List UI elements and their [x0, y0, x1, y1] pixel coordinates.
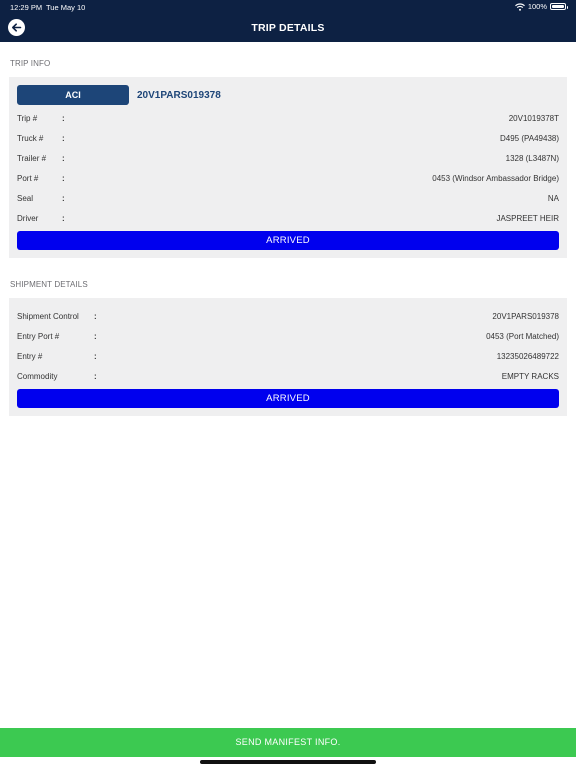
- row-value: D495 (PA49438): [500, 134, 559, 143]
- row-label: Port #: [17, 174, 39, 183]
- row-label: Shipment Control: [17, 312, 79, 321]
- row-label: Driver: [17, 214, 39, 223]
- status-right: [515, 2, 566, 11]
- row-colon: :: [94, 312, 97, 321]
- trip-code: 20V1PARS019378: [137, 89, 221, 101]
- home-indicator[interactable]: [200, 760, 376, 764]
- row-label: Trailer #: [17, 154, 47, 163]
- seal-row: [17, 188, 559, 208]
- row-colon: :: [62, 194, 65, 203]
- aci-badge[interactable]: ACI: [17, 85, 129, 105]
- status-time: 12:29 PM: [10, 3, 43, 12]
- shipment-arrived-button[interactable]: ARRIVED: [17, 389, 559, 408]
- trip-info-header: [17, 85, 221, 105]
- row-colon: :: [62, 134, 65, 143]
- trip-row: [17, 108, 559, 128]
- status-date: Tue May 10: [46, 3, 86, 12]
- row-value: 20V1019378T: [508, 114, 559, 123]
- wifi-icon: [515, 3, 525, 11]
- row-label: Entry #: [17, 352, 43, 361]
- driver-row: [17, 208, 559, 228]
- row-value: 0453 (Port Matched): [486, 332, 559, 341]
- row-label: Entry Port #: [17, 332, 60, 341]
- trip-info-section-label: TRIP INFO: [10, 59, 51, 68]
- row-label: Seal: [17, 194, 34, 203]
- top-navigation-bar: [0, 0, 576, 42]
- row-value: JASPREET HEIR: [496, 214, 559, 223]
- port-row: [17, 168, 559, 188]
- trip-info-card: [9, 77, 567, 258]
- battery-icon: [550, 3, 566, 10]
- page-title: TRIP DETAILS: [251, 22, 325, 34]
- shipment-details-card: [9, 298, 567, 416]
- row-colon: :: [62, 214, 65, 223]
- shipment-control-row: [17, 306, 559, 326]
- truck-row: [17, 128, 559, 148]
- battery-percent: 100%: [527, 2, 547, 11]
- row-colon: :: [62, 114, 65, 123]
- trip-arrived-button[interactable]: ARRIVED: [17, 231, 559, 250]
- row-value: EMPTY RACKS: [501, 372, 559, 381]
- row-colon: :: [94, 372, 97, 381]
- commodity-row: [17, 366, 559, 386]
- trailer-row: [17, 148, 559, 168]
- row-value: 0453 (Windsor Ambassador Bridge): [432, 174, 559, 183]
- row-value: NA: [547, 194, 559, 203]
- entry-number-row: [17, 346, 559, 366]
- row-colon: :: [62, 154, 65, 163]
- row-label: Trip #: [17, 114, 38, 123]
- shipment-details-section-label: SHIPMENT DETAILS: [10, 280, 88, 289]
- row-value: 1328 (L3487N): [505, 154, 559, 163]
- send-manifest-button[interactable]: SEND MANIFEST INFO.: [0, 728, 576, 757]
- row-colon: :: [94, 332, 97, 341]
- row-label: Truck #: [17, 134, 44, 143]
- row-colon: :: [62, 174, 65, 183]
- row-label: Commodity: [17, 372, 58, 381]
- entry-port-row: [17, 326, 559, 346]
- status-bar: [0, 0, 576, 14]
- row-value: 13235026489722: [496, 352, 559, 361]
- row-colon: :: [94, 352, 97, 361]
- row-value: 20V1PARS019378: [492, 312, 559, 321]
